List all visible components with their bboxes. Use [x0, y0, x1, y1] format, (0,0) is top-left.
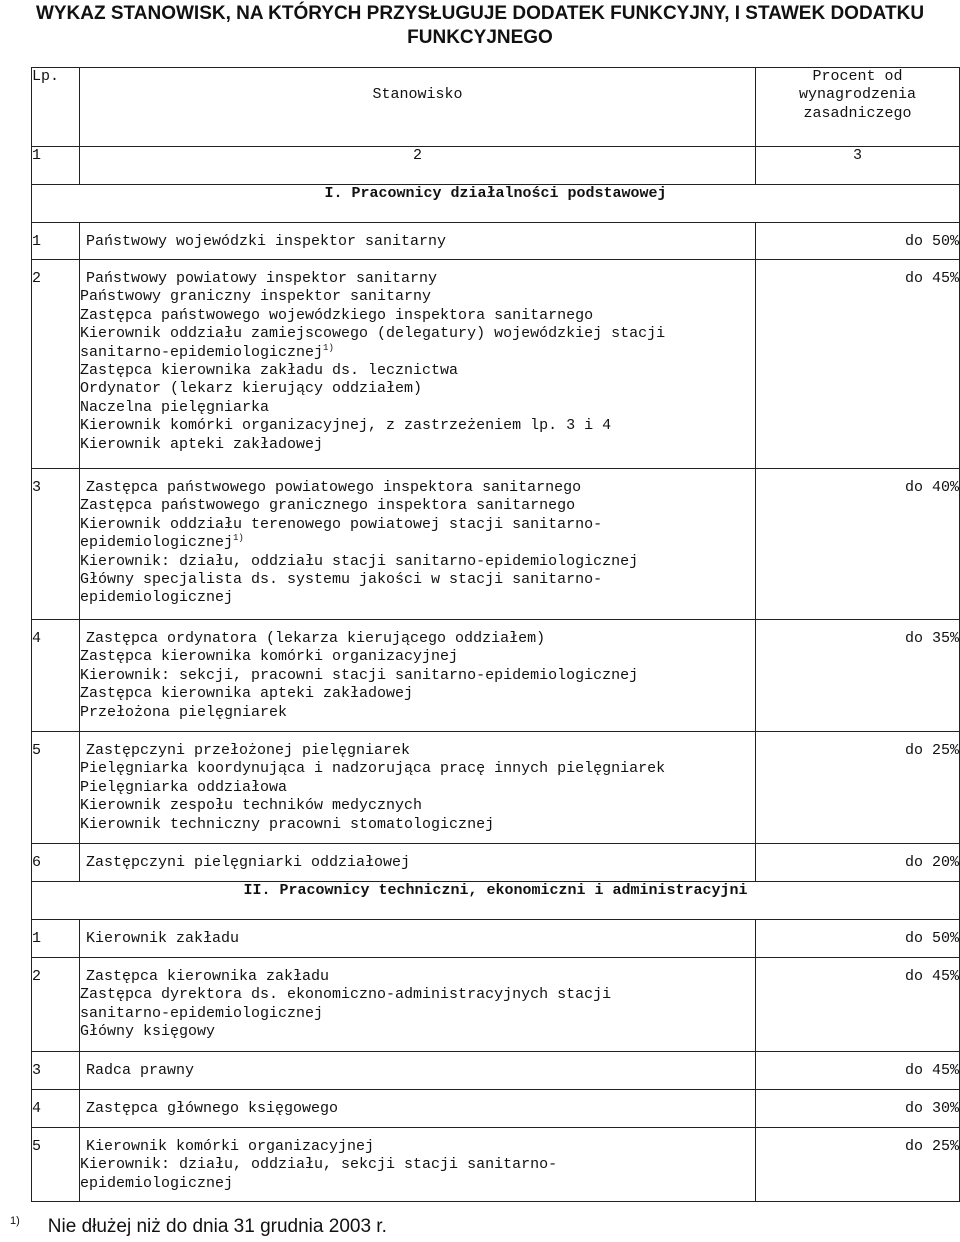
table-header-row	[32, 68, 960, 147]
position-line	[80, 704, 755, 722]
position-text: Naczelna pielęgniarka	[80, 398, 270, 416]
table-row	[32, 1128, 960, 1202]
position-line	[80, 630, 755, 648]
position-text: Kierownik apteki zakładowej	[80, 435, 324, 453]
position-line	[80, 685, 755, 703]
position-line	[80, 1156, 755, 1174]
position-line	[80, 307, 755, 325]
column-number-1: 1	[32, 147, 80, 185]
table-row	[32, 620, 960, 732]
table-row	[32, 260, 960, 469]
row-lp: 1	[32, 920, 80, 958]
position-line	[80, 325, 755, 343]
position-line	[80, 1175, 755, 1193]
position-text: Zastępca kierownika apteki zakładowej	[80, 685, 414, 703]
section-title: I. Pracownicy działalności podstawowej	[32, 185, 960, 223]
row-lp: 3	[32, 469, 80, 620]
row-positions	[80, 223, 756, 260]
table-row	[32, 958, 960, 1052]
position-line	[80, 1138, 755, 1156]
position-text: Państwowy wojewódzki inspektor sanitarny	[86, 233, 447, 250]
position-line	[80, 742, 755, 760]
table-row	[32, 1052, 960, 1090]
position-text: Zastępca kierownika zakładu ds. lecznictwa	[80, 362, 459, 380]
row-percent: do 45%	[756, 958, 960, 1052]
position-text: Pielęgniarka oddziałowa	[80, 778, 288, 796]
row-lp: 3	[32, 1052, 80, 1090]
row-positions	[80, 1090, 756, 1128]
position-line	[80, 553, 755, 571]
row-positions	[80, 732, 756, 844]
row-positions	[80, 920, 756, 958]
position-text: Zastępca dyrektora ds. ekonomiczno-administracyjnych stacji	[80, 986, 612, 1004]
footnote-reference: 1)	[323, 342, 334, 353]
position-text: Kierownik komórki organizacyjnej, z zastrzeżeniem lp. 3 i 4	[80, 417, 612, 435]
row-positions	[80, 469, 756, 620]
row-lp: 5	[32, 1128, 80, 1202]
table-row	[32, 469, 960, 620]
position-text: Kierownik: działu, oddziału, sekcji stacji sanitarno-	[80, 1156, 558, 1174]
row-positions	[80, 958, 756, 1052]
header-lp: Lp.	[32, 68, 80, 147]
position-text: Zastępca państwowego granicznego inspektora sanitarnego	[80, 497, 576, 515]
row-percent: do 30%	[756, 1090, 960, 1128]
position-line	[80, 233, 755, 251]
position-line	[80, 344, 755, 362]
table-row	[32, 223, 960, 260]
position-text: Główny specjalista ds. systemu jakości w stacji sanitarno-	[80, 571, 603, 589]
position-text: Radca prawny	[86, 1062, 195, 1079]
row-lp: 5	[32, 732, 80, 844]
position-line	[80, 399, 755, 417]
row-lp: 2	[32, 260, 80, 469]
column-number-2: 2	[80, 147, 756, 185]
document-title: WYKAZ STANOWISK, NA KTÓRYCH PRZYSŁUGUJE DODATEK FUNKCYJNY, I STAWEK DODATKU FUNKCYJNEGO	[35, 3, 925, 48]
table-row	[32, 732, 960, 844]
row-percent: do 50%	[756, 223, 960, 260]
position-line	[80, 968, 755, 986]
row-positions	[80, 844, 756, 882]
position-text: Zastępca kierownika komórki organizacyjnej	[80, 648, 459, 666]
section-title: II. Pracownicy techniczni, ekonomiczni i administracyjni	[32, 882, 960, 920]
position-line	[80, 760, 755, 778]
row-positions	[80, 1128, 756, 1202]
position-line	[80, 534, 755, 552]
position-text: Kierownik oddziału terenowego powiatowej stacji sanitarno-	[80, 515, 603, 533]
position-text: Przełożona pielęgniarek	[80, 703, 288, 721]
table-row	[32, 920, 960, 958]
row-percent: do 25%	[756, 1128, 960, 1202]
column-number-3: 3	[756, 147, 960, 185]
position-text: epidemiologicznej	[80, 1174, 234, 1192]
position-text: sanitarno-epidemiologicznej	[80, 1004, 324, 1022]
footnote	[10, 1216, 387, 1238]
row-positions	[80, 260, 756, 469]
position-text: Kierownik zakładu	[86, 930, 240, 947]
row-percent: do 50%	[756, 920, 960, 958]
header-percent	[756, 68, 960, 147]
row-percent: do 45%	[756, 1052, 960, 1090]
position-line	[80, 270, 755, 288]
row-lp: 4	[32, 620, 80, 732]
row-positions	[80, 1052, 756, 1090]
position-text: Kierownik oddziału zamiejscowego (delegatury) wojewódzkiej stacji	[80, 325, 666, 343]
column-number-row	[32, 147, 960, 185]
position-line	[80, 779, 755, 797]
positions-table	[31, 67, 960, 1202]
position-text: Kierownik techniczny pracowni stomatologicznej	[80, 815, 495, 833]
table-row	[32, 844, 960, 882]
row-percent: do 40%	[756, 469, 960, 620]
position-text: Główny księgowy	[80, 1023, 216, 1041]
position-line	[80, 648, 755, 666]
position-line	[80, 436, 755, 454]
position-line	[80, 1005, 755, 1023]
position-line	[80, 362, 755, 380]
position-line	[80, 986, 755, 1004]
positions-table-body	[32, 68, 960, 1202]
position-line	[80, 1023, 755, 1041]
table-row	[32, 1090, 960, 1128]
position-line	[80, 667, 755, 685]
row-lp: 6	[32, 844, 80, 882]
position-line	[80, 288, 755, 306]
row-percent: do 35%	[756, 620, 960, 732]
footnote-text: Nie dłużej niż do dnia 31 grudnia 2003 r.	[47, 1216, 387, 1237]
position-line	[80, 479, 755, 497]
position-line	[80, 571, 755, 589]
row-lp: 4	[32, 1090, 80, 1128]
position-line	[80, 1062, 755, 1080]
position-line	[80, 380, 755, 398]
position-text: Zastępca państwowego powiatowego inspektora sanitarnego	[86, 479, 582, 496]
header-percent-text: Procent od wynagrodzenia zasadniczego	[798, 68, 917, 122]
row-percent: do 20%	[756, 844, 960, 882]
position-line	[80, 797, 755, 815]
position-text: Pielęgniarka koordynująca i nadzorująca pracę innych pielęgniarek	[80, 760, 666, 778]
footnote-mark: 1)	[10, 1215, 20, 1227]
row-percent: do 25%	[756, 732, 960, 844]
footnote-reference: 1)	[233, 533, 244, 544]
position-text: Kierownik komórki organizacyjnej	[86, 1138, 375, 1155]
position-text: epidemiologicznej	[80, 589, 234, 607]
row-percent: do 45%	[756, 260, 960, 469]
position-text: epidemiologicznej	[80, 534, 234, 552]
position-text: Zastępca państwowego wojewódzkiego inspektora sanitarnego	[80, 306, 594, 324]
position-text: Ordynator (lekarz kierujący oddziałem)	[80, 380, 423, 398]
section-header-row	[32, 185, 960, 223]
position-text: Państwowy graniczny inspektor sanitarny	[80, 288, 432, 306]
row-lp: 1	[32, 223, 80, 260]
position-text: Zastępca kierownika zakładu	[86, 968, 330, 985]
position-text: Państwowy powiatowy inspektor sanitarny	[86, 270, 438, 287]
row-lp: 2	[32, 958, 80, 1052]
position-line	[80, 1100, 755, 1118]
section-header-row	[32, 882, 960, 920]
position-line	[80, 816, 755, 834]
position-text: sanitarno-epidemiologicznej	[80, 343, 324, 361]
position-text: Kierownik: sekcji, pracowni stacji sanitarno-epidemiologicznej	[80, 666, 639, 684]
position-text: Zastępca głównego księgowego	[86, 1100, 339, 1117]
position-text: Zastępczyni pielęgniarki oddziałowej	[86, 854, 411, 871]
position-line	[80, 589, 755, 607]
position-line	[80, 516, 755, 534]
position-text: Zastępczyni przełożonej pielęgniarek	[86, 742, 411, 759]
position-line	[80, 417, 755, 435]
position-text: Zastępca ordynatora (lekarza kierującego oddziałem)	[86, 630, 546, 647]
position-line	[80, 930, 755, 948]
position-line	[80, 497, 755, 515]
position-line	[80, 854, 755, 872]
row-positions	[80, 620, 756, 732]
position-text: Kierownik zespołu techników medycznych	[80, 797, 423, 815]
position-text: Kierownik: działu, oddziału stacji sanitarno-epidemiologicznej	[80, 552, 639, 570]
header-position: Stanowisko	[80, 68, 756, 147]
